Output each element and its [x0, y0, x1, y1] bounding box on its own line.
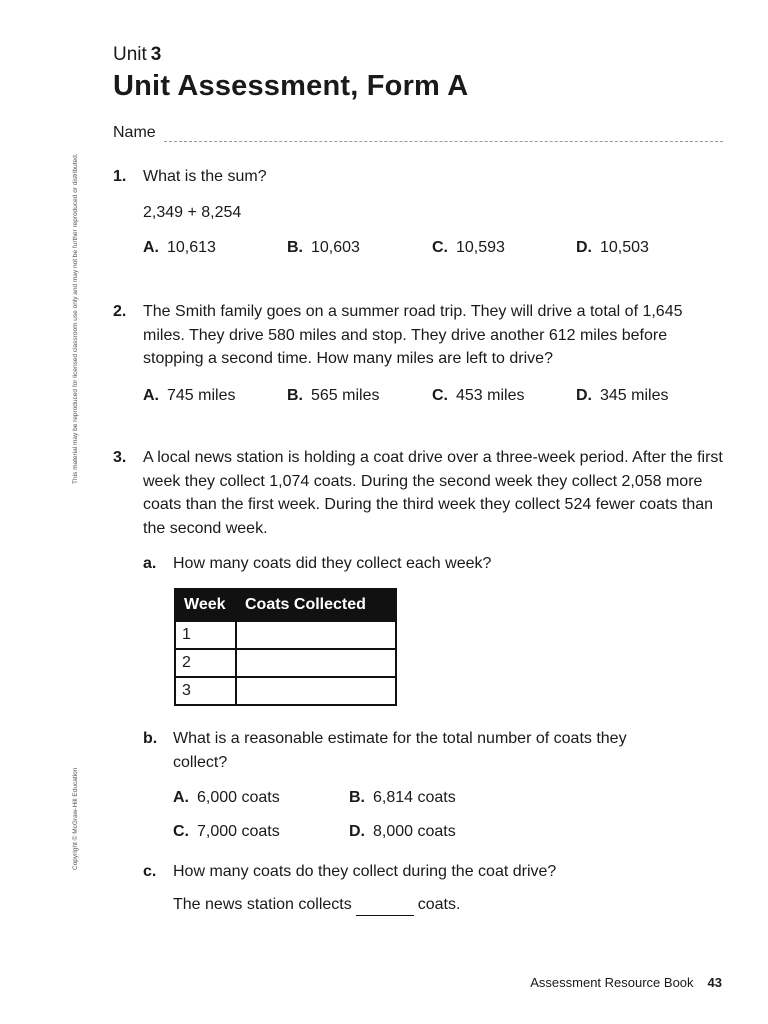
table-row — [175, 649, 396, 677]
answer-blank[interactable] — [356, 899, 414, 916]
choice-a[interactable]: A. 10,613 — [143, 239, 216, 256]
page-title: Unit Assessment, Form A — [113, 70, 469, 102]
copyright-side-credit: Copyright © McGraw-Hill Education — [72, 767, 79, 870]
table-header-row — [175, 589, 396, 621]
answer-choices — [143, 236, 725, 260]
part-a — [143, 552, 703, 576]
name-field[interactable] — [164, 127, 723, 142]
coats-answer-cell[interactable] — [236, 677, 396, 705]
question-2 — [113, 300, 725, 408]
week-cell: 3 — [175, 677, 236, 705]
name-label: Name — [113, 124, 156, 141]
page-footer — [530, 975, 722, 990]
question-text: What is the sum? — [143, 168, 267, 185]
choice-b[interactable]: B. 565 miles — [287, 386, 380, 404]
column-header-coats: Coats Collected — [236, 589, 396, 621]
coats-table — [174, 588, 397, 706]
choice-d[interactable]: D. 345 miles — [576, 386, 669, 404]
table-row — [175, 677, 396, 705]
choice-a[interactable]: A. 6,000 coats — [173, 789, 280, 806]
part-text: How many coats do they collect during the coat drive? — [173, 863, 557, 880]
question-1 — [113, 165, 725, 260]
part-text: How many coats did they collect each week? — [173, 555, 492, 572]
unit-number: 3 — [150, 44, 162, 65]
part-b — [143, 727, 703, 844]
choice-c[interactable]: C. 7,000 coats — [173, 823, 280, 840]
choice-b[interactable]: B. 10,603 — [287, 239, 360, 256]
choice-d[interactable]: D. 10,503 — [576, 239, 649, 256]
week-cell: 1 — [175, 621, 236, 649]
choice-d[interactable]: D. 8,000 coats — [349, 823, 456, 840]
choice-b[interactable]: B. 6,814 coats — [349, 789, 456, 806]
question-expression: 2,349 + 8,254 — [143, 203, 242, 221]
question-number: 1. — [113, 168, 127, 185]
table-row — [175, 621, 396, 649]
answer-choices-row-1 — [173, 786, 703, 810]
coats-answer-cell[interactable] — [236, 649, 396, 677]
answer-suffix: coats. — [417, 895, 461, 913]
part-letter: b. — [143, 730, 158, 747]
week-cell: 2 — [175, 649, 236, 677]
choice-a[interactable]: A. 745 miles — [143, 386, 236, 404]
question-number: 3. — [113, 449, 127, 466]
answer-choices — [143, 384, 725, 408]
unit-label — [113, 44, 161, 66]
answer-choices-row-2 — [173, 820, 703, 844]
answer-sentence — [173, 893, 703, 917]
name-row — [113, 124, 723, 142]
book-title: Assessment Resource Book — [530, 975, 694, 990]
column-header-week: Week — [175, 589, 236, 621]
question-3 — [113, 446, 725, 540]
choice-c[interactable]: C. 453 miles — [432, 386, 525, 404]
part-letter: a. — [143, 555, 157, 572]
part-letter: c. — [143, 863, 157, 880]
question-text: A local news station is holding a coat drive over a three-week period. After the first week they collect 1,074 coats. During the second week they collect 2,058 more coats than the first week. During the third week they collect 524 fewer coats than the second week. — [143, 449, 723, 537]
part-c — [143, 860, 703, 916]
copyright-side-note: This material may be reproduced for licensed classroom use only and may not be further reproduced or distributed. — [72, 153, 79, 484]
answer-prefix: The news station collects — [173, 895, 352, 913]
choice-c[interactable]: C. 10,593 — [432, 239, 505, 256]
question-number: 2. — [113, 303, 127, 320]
question-text: The Smith family goes on a summer road trip. They will drive a total of 1,645 miles. They drive 580 miles and stop. They drive another 612 miles before stopping a second time. How many miles are left to drive? — [143, 303, 683, 367]
part-text: What is a reasonable estimate for the total number of coats they collect? — [173, 730, 627, 771]
unit-word: Unit — [113, 44, 147, 65]
page-number: 43 — [707, 975, 722, 990]
coats-answer-cell[interactable] — [236, 621, 396, 649]
